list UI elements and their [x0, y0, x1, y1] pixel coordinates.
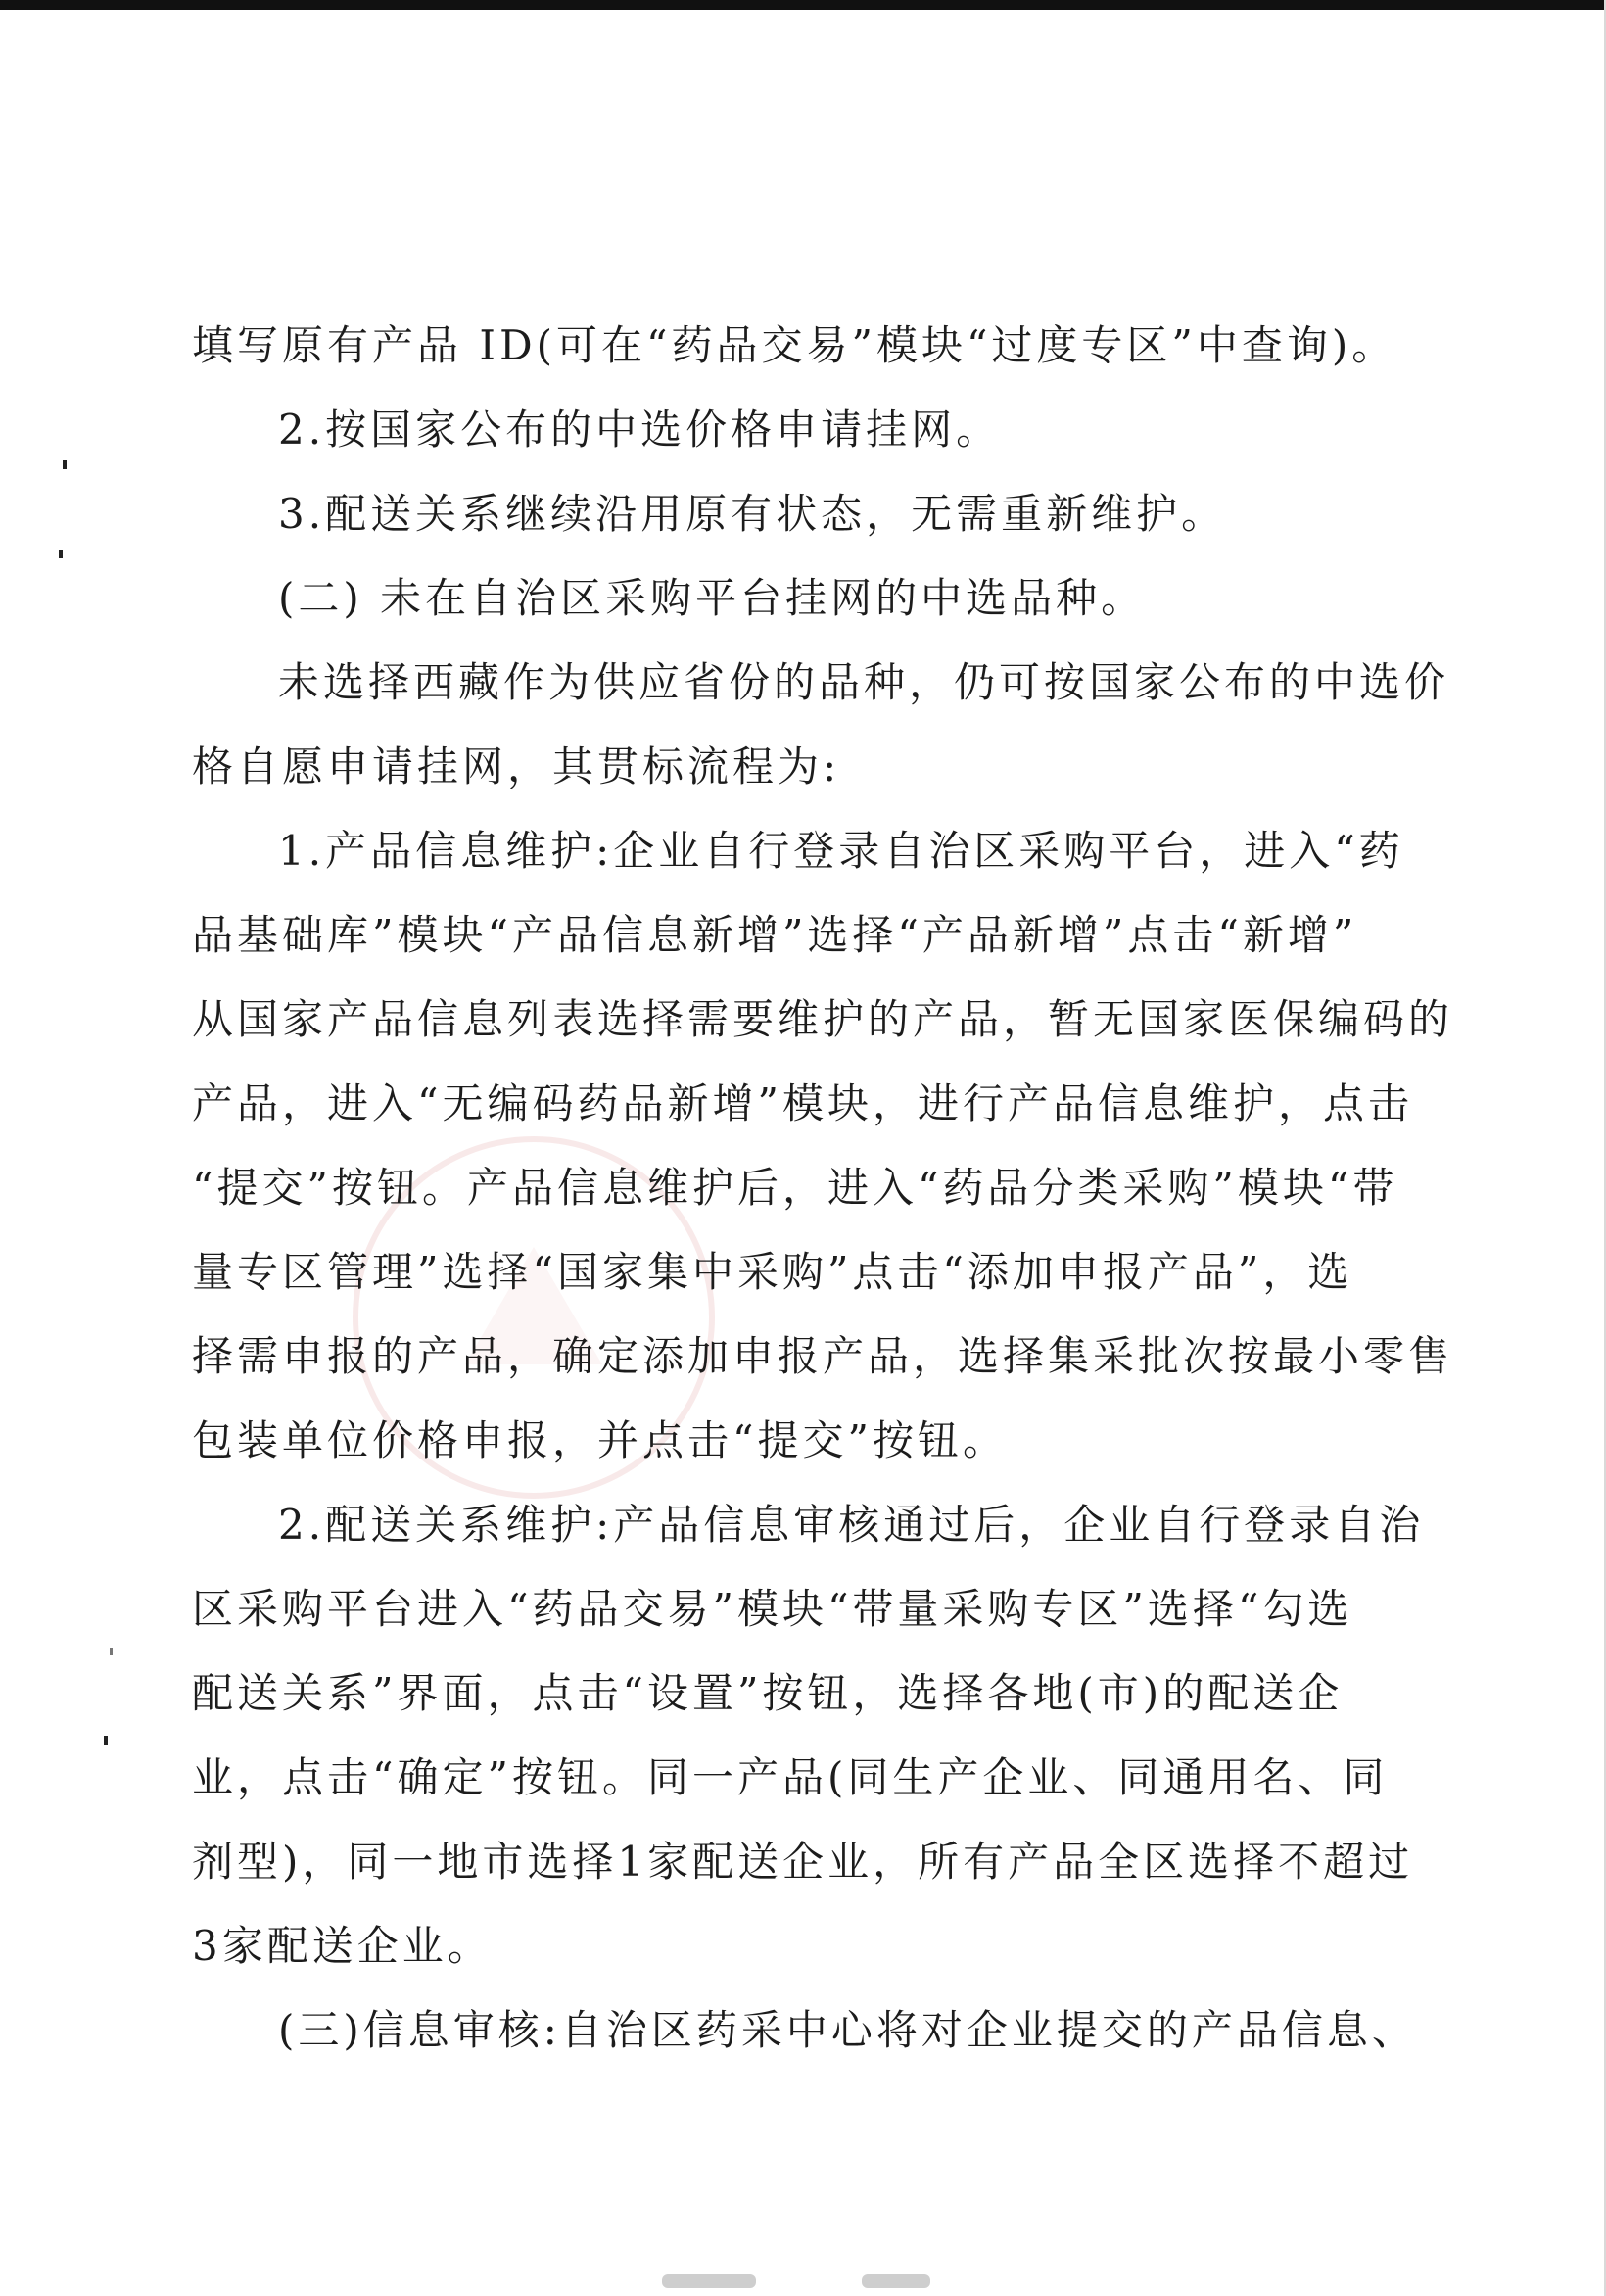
text-line: 3家配送企业。 — [192, 1922, 493, 1970]
scan-speck — [59, 550, 63, 558]
text-line: 区采购平台进入“药品交易”模块“带量采购专区”选择“勾选 — [192, 1585, 1353, 1633]
text-line: 产品，进入“无编码药品新增”模块，进行产品信息维护，点击 — [192, 1079, 1413, 1127]
text-line: 1.产品信息维护:企业自行登录自治区采购平台，进入“药 — [278, 827, 1404, 875]
scan-speck — [104, 1736, 108, 1745]
text-line: 配送关系”界面，点击“设置”按钮，选择各地(市)的配送企 — [192, 1669, 1344, 1717]
document-body — [192, 304, 1454, 2073]
scan-speck — [63, 460, 67, 469]
text-line: 择需申报的产品，确定添加申报产品，选择集采批次按最小零售 — [192, 1332, 1454, 1380]
text-line: 格自愿申请挂网，其贯标流程为: — [192, 742, 841, 790]
text-line: 2.按国家公布的中选价格申请挂网。 — [278, 406, 1002, 454]
section-heading: (三)信息审核:自治区药采中心将对企业提交的产品信息、 — [278, 2006, 1417, 2054]
text-line: 填写原有产品 ID(可在“药品交易”模块“过度专区”中查询)。 — [192, 321, 1397, 369]
section-heading: (二) 未在自治区采购平台挂网的中选品种。 — [278, 574, 1147, 622]
scan-smudge — [862, 2274, 930, 2288]
text-line: 量专区管理”选择“国家集中采购”点击“添加申报产品”，选 — [192, 1248, 1353, 1296]
text-line: 剂型)，同一地市选择1家配送企业，所有产品全区选择不超过 — [192, 1838, 1414, 1886]
text-line: 未选择西藏作为供应省份的品种，仍可按国家公布的中选价 — [278, 658, 1450, 706]
text-line: “提交”按钮。产品信息维护后，进入“药品分类采购”模块“带 — [192, 1164, 1398, 1212]
text-line: 业，点击“确定”按钮。同一产品(同生产企业、同通用名、同 — [192, 1753, 1389, 1801]
scan-speck — [110, 1648, 113, 1655]
scan-smudge — [662, 2274, 756, 2288]
text-line: 2.配送关系维护:产品信息审核通过后，企业自行登录自治 — [278, 1501, 1425, 1549]
text-line: 从国家产品信息列表选择需要维护的产品，暂无国家医保编码的 — [192, 995, 1454, 1043]
text-line: 品基础库”模块“产品信息新增”选择“产品新增”点击“新增” — [192, 911, 1358, 959]
text-line: 包装单位价格申报，并点击“提交”按钮。 — [192, 1416, 1008, 1464]
scan-top-edge — [0, 0, 1606, 10]
text-line: 3.配送关系继续沿用原有状态，无需重新维护。 — [278, 490, 1227, 538]
